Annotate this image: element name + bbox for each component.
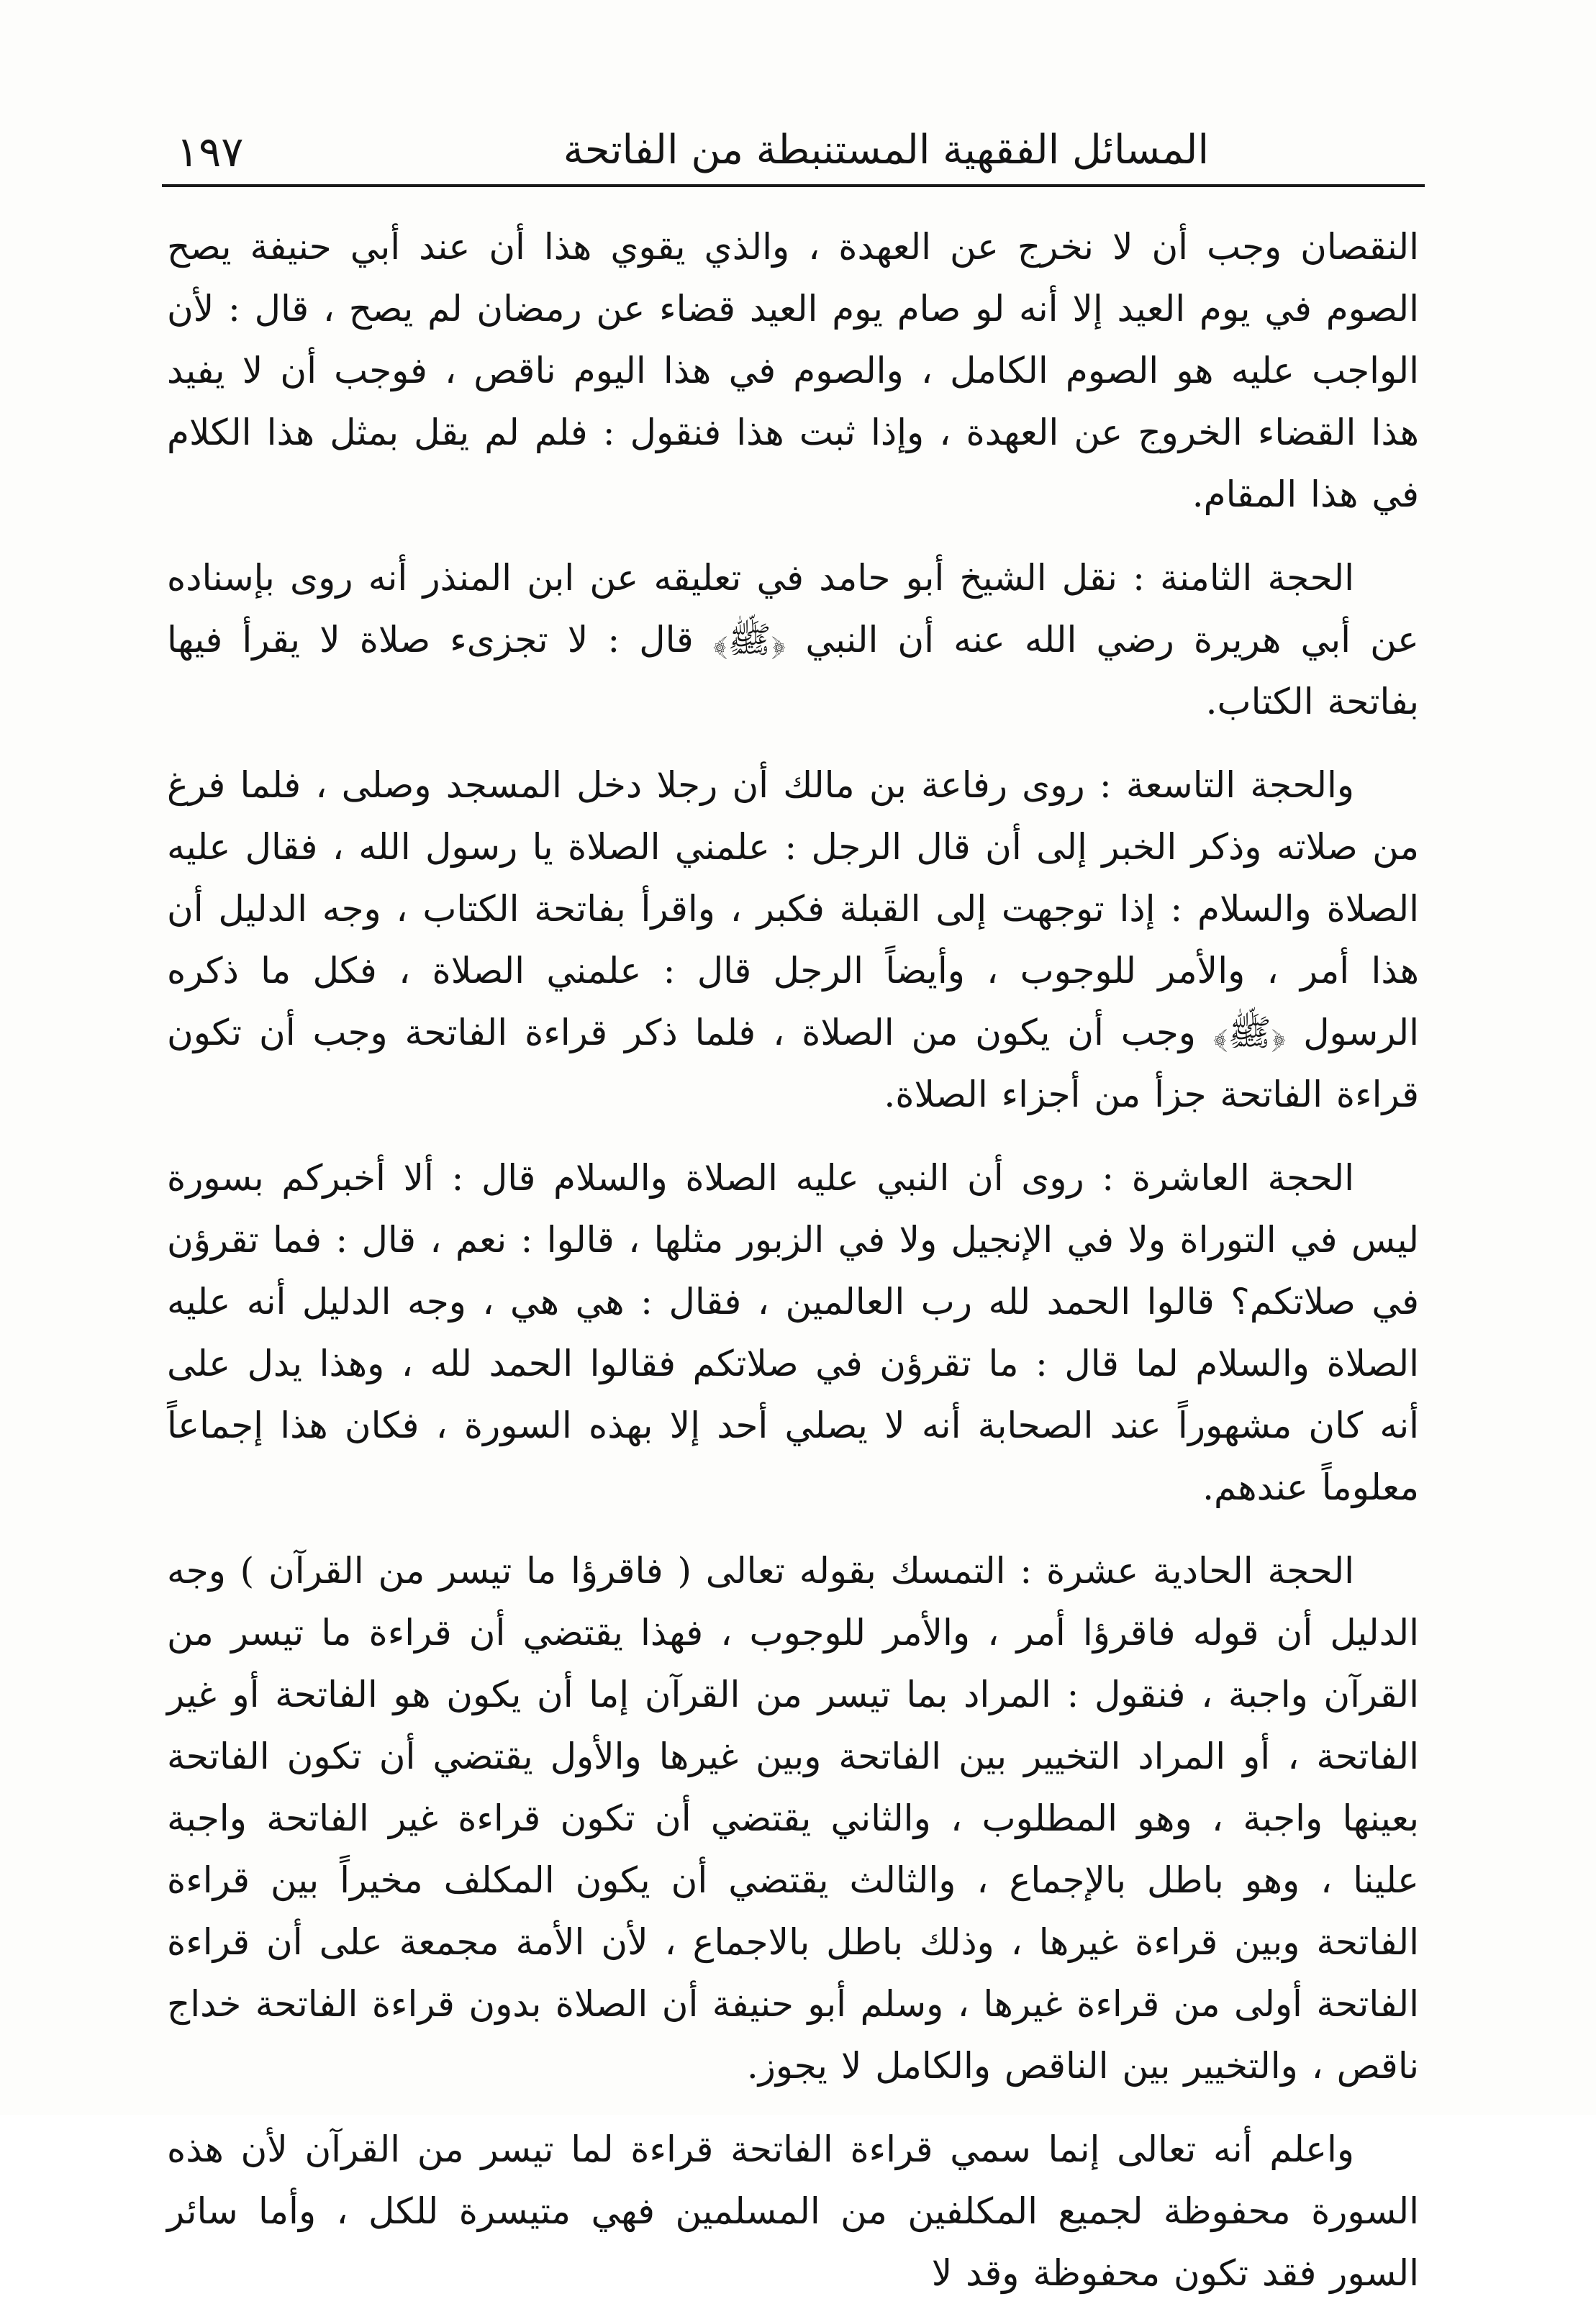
paragraph-eighth-argument: الحجة الثامنة : نقل الشيخ أبو حامد في تعليقه عن ابن المنذر أنه روى بإسناده عن أبي هريرة رضي الله عنه أن النبي ﴿ﷺ﴾ قال : لا تجزىء صلاة لا يقرأ فيها بفاتحة الكتاب. [167, 557, 1419, 722]
paragraph-ninth-argument: والحجة التاسعة : روى رفاعة بن مالك أن رجلا دخل المسجد وصلى ، فلما فرغ من صلاته وذكر الخبر إلى أن قال الرجل : علمني الصلاة يا رسول الله ، فقال عليه الصلاة والسلام : إذا توجهت إلى القبلة فكبر ، واقرأ بفاتحة الكتاب ، وجه الدليل أن هذا أمر ، والأمر للوجوب ، وأيضاً الرجل قال : علمني الصلاة ، فكل ما ذكره الرسول ﴿ﷺ﴾ وجب أن يكون من الصلاة ، فلما ذكر قراءة الفاتحة وجب أن تكون قراءة الفاتحة جزأ من أجزاء الصلاة. [167, 764, 1419, 1115]
page-header [162, 121, 1425, 181]
paragraph-closing-note: واعلم أنه تعالى إنما سمي قراءة الفاتحة قراءة لما تيسر من القرآن لأن هذه السورة محفوظة لجميع المكلفين من المسلمين فهي متيسرة للكل ، وأما سائر السور فقد تكون محفوظة وقد لا [167, 2128, 1419, 2294]
header-rule [162, 184, 1425, 187]
paragraph-continuation: النقصان وجب أن لا نخرج عن العهدة ، والذي يقوي هذا أن عند أبي حنيفة يصح الصوم في يوم العيد إلا أنه لو صام يوم العيد قضاء عن رمضان لم يصح ، قال : لأن الواجب عليه هو الصوم الكامل ، والصوم في هذا اليوم ناقص ، فوجب أن لا يفيد هذا القضاء الخروج عن العهدة ، وإذا ثبت هذا فنقول : فلم لم يقل بمثل هذا الكلام في هذا المقام. [167, 226, 1419, 515]
paragraph-eleventh-argument: الحجة الحادية عشرة : التمسك بقوله تعالى ( فاقرؤا ما تيسر من القرآن ) وجه الدليل أن قوله فاقرؤا أمر ، والأمر للوجوب ، فهذا يقتضي أن قراءة ما تيسر من القرآن واجبة ، فنقول : المراد بما تيسر من القرآن إما أن يكون هو الفاتحة أو غير الفاتحة ، أو المراد التخيير بين الفاتحة وبين غيرها والأول يقتضي أن تكون الفاتحة بعينها واجبة ، وهو المطلوب ، والثاني يقتضي أن تكون قراءة غير الفاتحة واجبة علينا ، وهو باطل بالإجماع ، والثالث يقتضي أن يكون المكلف مخيراً بين قراءة الفاتحة وبين قراءة غيرها ، وذلك باطل بالاجماع ، لأن الأمة مجمعة على أن قراءة الفاتحة أولى من قراءة غيرها ، وسلم أبو حنيفة أن الصلاة بدون قراءة الفاتحة خداج ناقص ، والتخيير بين الناقص والكامل لا يجوز. [167, 1550, 1419, 2087]
body-text [167, 216, 1419, 2304]
page-number: ١٩٧ [176, 127, 244, 176]
running-title: المسائل الفقهية المستنبطة من الفاتحة [563, 127, 1209, 173]
paragraph-tenth-argument: الحجة العاشرة : روى أن النبي عليه الصلاة والسلام قال : ألا أخبركم بسورة ليس في التوراة ولا في الإنجيل ولا في الزبور مثلها ، قالوا : نعم ، قال : فما تقرؤن في صلاتكم؟ قالوا الحمد لله رب العالمين ، فقال : هي هي ، وجه الدليل أنه عليه الصلاة والسلام لما قال : ما تقرؤن في صلاتكم فقالوا الحمد لله ، وهذا يدل على أنه كان مشهوراً عند الصحابة أنه لا يصلي أحد إلا بهذه السورة ، فكان هذا إجماعاً معلوماً عندهم. [167, 1157, 1420, 1508]
